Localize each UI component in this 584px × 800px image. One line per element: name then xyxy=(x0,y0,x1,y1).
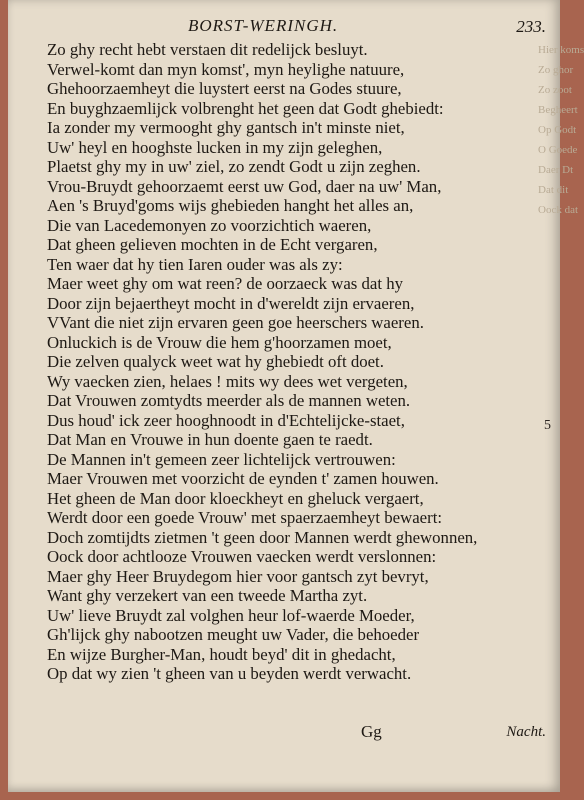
text-line: Oock door achtlooze Vrouwen vaecken werdt verslonnen: xyxy=(47,547,437,566)
text-line: Maer Vrouwen met voorzicht de eynden t' zamen houwen. xyxy=(47,469,439,488)
text-line: Vrou-Bruydt gehoorzaemt eerst uw God, daer na uw' Man, xyxy=(47,176,442,196)
text-line: Uw' heyl en hooghste lucken in my zijn geleghen, xyxy=(47,137,383,157)
text-line: Uw' lieve Bruydt zal volghen heur lof-waerde Moeder, xyxy=(47,605,415,625)
text-line: Werdt door een goede Vrouw' met spaerzaemheyt bewaert: xyxy=(47,508,443,527)
text-line: Plaetst ghy my in uw' ziel, zo zendt Godt u zijn zeghen. xyxy=(47,157,421,176)
text-line: Gh'lijck ghy nabootzen meught uw Vader, die behoeder xyxy=(47,625,420,644)
text-line: Verwel-komt dan myn komst', myn heylighe natuure, xyxy=(47,59,405,79)
text-line: Onluckich is de Vrouw die hem g'hoorzamen moet, xyxy=(47,332,392,352)
text-line: En buyghzaemlijck volbrenght het geen dat Godt ghebiedt: xyxy=(47,98,444,118)
text-line: Dat Man en Vrouwe in hun doente gaen te raedt. xyxy=(47,430,373,449)
text-line: Ia zonder my vermooght ghy gantsch in't minste niet, xyxy=(47,118,405,137)
text-line: Ten waer dat hy tien Iaren ouder was als zy: xyxy=(47,254,343,274)
text-line: Dat Vrouwen zomtydts meerder als de mannen weten. xyxy=(47,391,411,410)
page-header xyxy=(8,0,560,38)
text-line: Wy vaecken zien, helaes ! mits wy dees wet vergeten, xyxy=(47,371,408,391)
text-line: Die zelven qualyck weet wat hy ghebiedt oft doet. xyxy=(47,352,384,371)
text-line: Het gheen de Man door kloeckheyt en gheluck vergaert, xyxy=(47,488,424,508)
text-line: En wijze Burgher-Man, houdt beyd' dit in ghedacht, xyxy=(47,644,396,664)
poem-text xyxy=(47,40,547,684)
text-line: Door zijn bejaertheyt mocht in d'wereldt zijn ervaeren, xyxy=(47,293,415,313)
text-line: Die van Lacedemonyen zo voorzichtich waeren, xyxy=(47,215,372,235)
text-line: Aen 's Bruyd'goms wijs ghebieden hanght het alles an, xyxy=(47,196,414,215)
page-number: 233. xyxy=(516,17,546,36)
text-line: VVant die niet zijn ervaren geen goe heerschers waeren. xyxy=(47,313,424,332)
running-head: BORST-WERINGH. xyxy=(188,16,339,35)
text-line: Dus houd' ick zeer hooghnoodt in d'Echtelijcke-staet, xyxy=(47,410,405,430)
catchword: Nacht. xyxy=(506,724,546,740)
show-through-text: Hier koms Zo ghor Zo zoot Begheert Op Godt O Goede Daer Dt Dat dit Oock dat xyxy=(538,44,584,216)
margin-mark: 5 xyxy=(544,418,551,433)
signature-mark: Gg xyxy=(361,722,382,741)
text-line: Dat gheen gelieven mochten in de Echt vergaren, xyxy=(47,235,378,254)
text-line: Doch zomtijdts zietmen 't geen door Mannen werdt ghewonnen, xyxy=(47,527,478,547)
text-line: Want ghy verzekert van een tweede Martha zyt. xyxy=(47,586,368,605)
text-line: Ghehoorzaemheyt die luystert eerst na Godes stuure, xyxy=(47,79,402,98)
text-line: Maer ghy Heer Bruydegom hier voor gantsch zyt bevryt, xyxy=(47,566,429,586)
text-line: Zo ghy recht hebt verstaen dit redelijck besluyt. xyxy=(47,40,368,59)
book-page xyxy=(8,0,584,792)
text-line: De Mannen in't gemeen zeer lichtelijck vertrouwen: xyxy=(47,449,396,469)
text-line: Maer weet ghy om wat reen? de oorzaeck was dat hy xyxy=(47,274,403,293)
text-line: Op dat wy zien 't gheen van u beyden werdt verwacht. xyxy=(47,664,412,683)
